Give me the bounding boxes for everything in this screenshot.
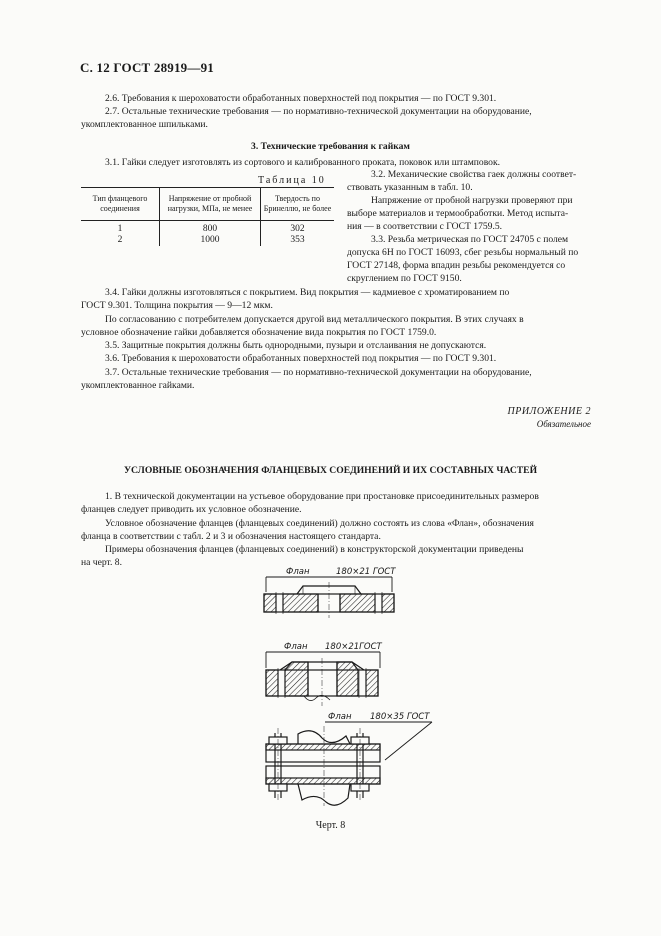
paragraph-3-1: 3.1. Гайки следует изготовлять из сортового и калиброванного проката, поковок или штамповок. (105, 157, 501, 168)
paragraph-2-6: 2.6. Требования к шероховатости обработанных поверхностей под покрытия — по ГОСТ 9.301. (105, 93, 497, 104)
appendix-title: УСЛОВНЫЕ ОБОЗНАЧЕНИЯ ФЛАНЦЕВЫХ СОЕДИНЕНИЙ И ИХ СОСТАВНЫХ ЧАСТЕЙ (123, 465, 538, 476)
paragraph-load-line-2: выборе материалов и термообработки. Метод испыта- (347, 208, 569, 219)
drawing-1-label-word: Флан (286, 567, 310, 577)
table-cell: 800 (160, 221, 261, 236)
table-header-type: Тип фланцевого соединения (81, 188, 160, 221)
table-cell: 302 (261, 221, 335, 236)
flange-drawing-1 (264, 577, 394, 618)
table-header-hardness: Твердость по Бринеллю, не более (261, 188, 335, 221)
paragraph-2-7-line-2: укомплектованное шпильками. (81, 119, 208, 130)
flange-drawing-2 (266, 652, 380, 706)
drawing-caption: Черт. 8 (315, 820, 346, 831)
appendix-paragraph-3-line-1: Примеры обозначения фланцев (фланцевых соединений) в конструкторской документации приведены (105, 544, 524, 555)
paragraph-3-7-line-1: 3.7. Остальные технические требования — по нормативно-технической документации на оборудование, (105, 367, 532, 378)
paragraph-agreement-line-2: условное обозначение гайки добавляется обозначение вида покрытия по ГОСТ 1759.0. (81, 327, 437, 338)
paragraph-3-7-line-2: укомплектованное гайками. (81, 380, 195, 391)
paragraph-3-6: 3.6. Требования к шероховатости обработанных поверхностей под покрытия — по ГОСТ 9.301. (105, 353, 497, 364)
paragraph-3-2-line-1: 3.2. Механические свойства гаек должны соответ- (371, 169, 577, 180)
paragraph-3-4-line-1: 3.4. Гайки должны изготовляться с покрытием. Вид покрытия — кадмиевое с хроматированием по (105, 287, 510, 298)
paragraph-3-5: 3.5. Защитные покрытия должны быть однородными, пузыри и отслаивания не допускаются. (105, 340, 487, 351)
paragraph-3-3-line-1: 3.3. Резьба метрическая по ГОСТ 24705 с полем (371, 234, 569, 245)
appendix-status: Обязательное (536, 419, 591, 429)
drawing-1-label-size: 180×21 ГОСТ (336, 567, 396, 577)
table-header-stress: Напряжение от пробной нагрузки, МПа, не менее (160, 188, 261, 221)
paragraph-load-line-1: Напряжение от пробной нагрузки проверяют при (371, 195, 573, 206)
table-cell: 1 (117, 224, 123, 234)
paragraph-3-2-line-2: ствовать указанным в табл. 10. (347, 182, 473, 193)
table-cell: 353 (261, 235, 335, 246)
appendix-paragraph-2-line-1: Условное обозначение фланцев (фланцевых соединений) должно состоять из слова «Флан», обозначения (105, 518, 534, 529)
drawing-3-label-size: 180×35 ГОСТ (370, 712, 430, 722)
paragraph-2-7-line-1: 2.7. Остальные технические требования — по нормативно-технической документации на оборудование, (105, 106, 532, 117)
appendix-paragraph-2-line-2: фланца в соответствии с табл. 2 и 3 и обозначения настоящего стандарта. (81, 531, 381, 542)
table-cell: 2 (117, 235, 123, 245)
table-cell: 1000 (160, 235, 261, 246)
paragraph-3-3-line-2: допуска 6Н по ГОСТ 16093, сбег резьбы нормальный по (347, 247, 579, 258)
appendix-number: ПРИЛОЖЕНИЕ 2 (507, 406, 591, 417)
table-10-caption: Таблица 10 (258, 175, 326, 186)
paragraph-3-3-line-4: скруглением по ГОСТ 9150. (347, 273, 462, 284)
paragraph-3-4-line-2: ГОСТ 9.301. Толщина покрытия — 9—12 мкм. (81, 300, 273, 311)
appendix-paragraph-3-line-2: на черт. 8. (81, 557, 123, 568)
paragraph-agreement-line-1: По согласованию с потребителем допускается другой вид металлического покрытия. В этих случаях в (105, 314, 524, 325)
appendix-paragraph-1-line-2: фланцев следует приводить их условное обозначение. (81, 504, 302, 515)
drawing-3-label-word: Флан (328, 712, 352, 722)
flange-connection-drawing-3 (266, 722, 432, 806)
drawing-2-label-word: Флан (284, 642, 308, 652)
paragraph-3-3-line-3: ГОСТ 27148, форма впадин резьбы рекомендуется со (347, 260, 566, 271)
page-header: С. 12 ГОСТ 28919—91 (80, 60, 214, 75)
section-3-title: 3. Технические требования к гайкам (251, 141, 410, 152)
appendix-paragraph-1-line-1: 1. В технической документации на устьевое оборудование при простановке присоединительных размеров (105, 491, 539, 502)
drawing-2-label-size: 180×21ГОСТ (325, 642, 382, 652)
paragraph-load-line-3: ния — в соответствии с ГОСТ 1759.5. (347, 221, 503, 232)
